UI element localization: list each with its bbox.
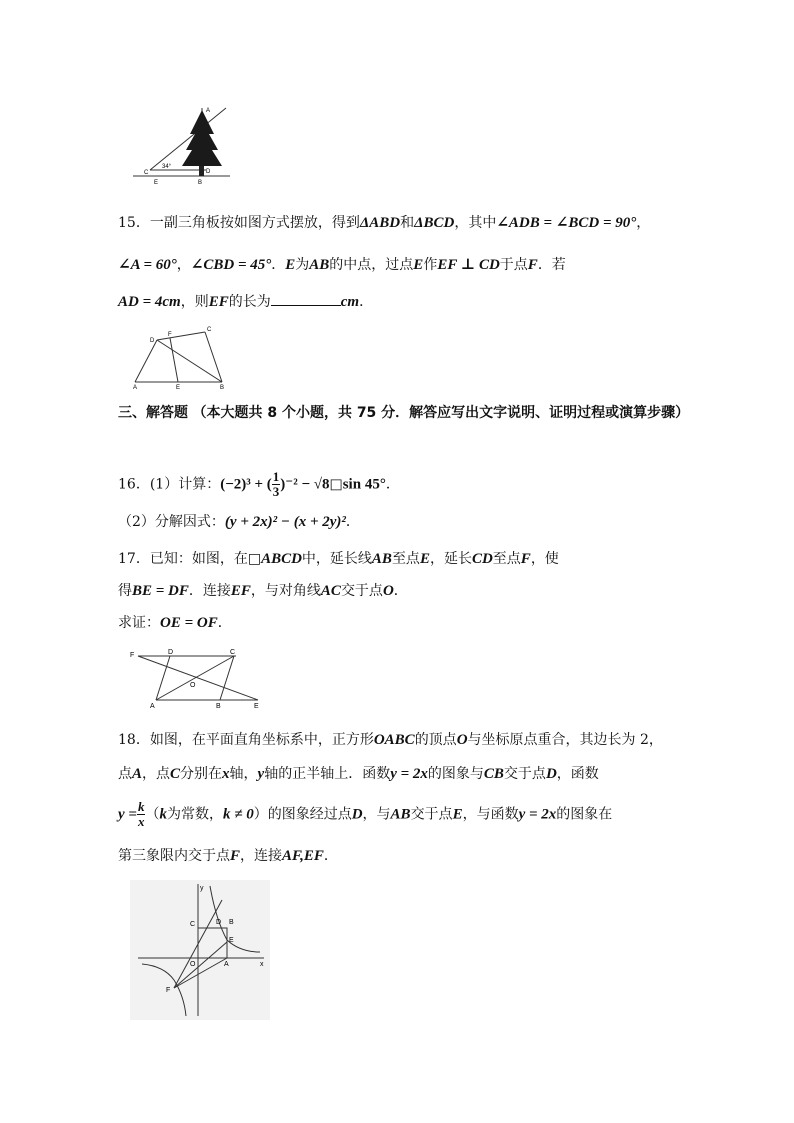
q18-fig-label-x: x bbox=[260, 961, 264, 968]
q18-fig-label-y: y bbox=[200, 885, 204, 892]
q17-line1: 17．已知：如图，在□ABCD中，延长线AB至点E，延长CD至点F，使 bbox=[118, 551, 559, 567]
q15-number: 15 bbox=[118, 215, 136, 231]
q18-number: 18 bbox=[118, 732, 136, 748]
tree-label-B: B bbox=[198, 180, 203, 186]
tree-label-angle: 34° bbox=[162, 164, 172, 170]
q15-answer-blank[interactable] bbox=[271, 291, 341, 306]
q18-fig-label-B: B bbox=[229, 919, 234, 926]
section3-title: 三、解答题 bbox=[118, 405, 188, 421]
tree-label-D: D bbox=[206, 169, 211, 175]
q15-fig-label-C: C bbox=[207, 327, 212, 333]
q17-fig-label-B: B bbox=[216, 703, 221, 710]
q18-fig-label-D: D bbox=[216, 919, 222, 926]
q15-line2: ∠A = 60°，∠CBD = 45°．E为AB的中点，过点E作EF ⊥ CD于点F．若 bbox=[118, 257, 566, 273]
q16-part1: 16．(1）计算：(−2)³ + ( $\frac{1}{3}$ )⁻² − √8□sin 45°． bbox=[118, 469, 400, 499]
q15-fig-label-D: D bbox=[150, 338, 155, 344]
q17-line3: 求证：OE = OF． bbox=[118, 615, 232, 631]
q17-fig-label-C: C bbox=[230, 649, 236, 656]
tree-label-E: E bbox=[154, 180, 159, 186]
q17-fig-label-E: E bbox=[254, 703, 259, 710]
q18-line2: 点A，点C分别在x轴，y轴的正半轴上．函数y = 2x的图象与CB交于点D，函数 bbox=[118, 766, 599, 782]
q17-fig-label-D: D bbox=[168, 649, 174, 656]
q18-figure bbox=[130, 880, 270, 1020]
q15-line3: AD = 4cm，则EF的长为 cm． bbox=[118, 291, 373, 312]
q18-figure-background bbox=[130, 880, 270, 1020]
q17-line2: 得BE = DF．连接EF，与对角线AC交于点O． bbox=[118, 583, 408, 599]
q17-fig-label-O: O bbox=[190, 682, 196, 689]
q15-fig-label-B: B bbox=[220, 385, 225, 391]
q16-fraction: $\frac{1}{3}$ bbox=[272, 469, 280, 499]
q15-fig-label-A: A bbox=[133, 385, 138, 391]
q18-fig-label-A: A bbox=[224, 961, 229, 968]
q17-figure bbox=[128, 648, 262, 710]
q15-fig-label-F: F bbox=[168, 332, 172, 338]
section3-heading bbox=[118, 403, 689, 423]
q18-line3: y = $\frac{k}{x}$ （k为常数，k ≠ 0）的图象经过点D，与AB交于点E，与函数y = 2x的图象在 bbox=[118, 799, 613, 829]
q16-part2: （2）分解因式：(y + 2x)² − (x + 2y)²． bbox=[118, 514, 360, 530]
q18-fig-label-E: E bbox=[229, 937, 234, 944]
q18-fraction: $\frac{k}{x}$ bbox=[137, 799, 145, 829]
section3-desc: （本大题共 8 个小题，共 75 分．解答应写出文字说明、证明过程或演算步骤） bbox=[192, 405, 690, 421]
q15-figure bbox=[130, 326, 230, 390]
q18-fig-label-O: O bbox=[190, 961, 196, 968]
q18-line1: 18．如图，在平面直角坐标系中，正方形OABC的顶点O与坐标原点重合，其边长为 2， bbox=[118, 732, 663, 748]
q17-fig-label-F: F bbox=[130, 652, 135, 659]
tree-figure bbox=[128, 104, 240, 186]
q17-fig-label-A: A bbox=[150, 703, 155, 710]
q17-number: 17 bbox=[118, 551, 136, 567]
tree-label-C: C bbox=[144, 170, 149, 176]
q16-number: 16 bbox=[118, 476, 136, 493]
tree-label-A: A bbox=[206, 108, 211, 114]
q18-line4: 第三象限内交于点F，连接AF,EF． bbox=[118, 848, 338, 864]
q15-fig-label-E: E bbox=[176, 385, 181, 391]
q15-line1: 15．一副三角板按如图方式摆放，得到ΔABD和ΔBCD，其中∠ADB = ∠BCD = 90°， bbox=[118, 215, 651, 231]
q18-fig-label-F: F bbox=[166, 987, 171, 994]
q18-fig-label-C: C bbox=[190, 921, 196, 928]
